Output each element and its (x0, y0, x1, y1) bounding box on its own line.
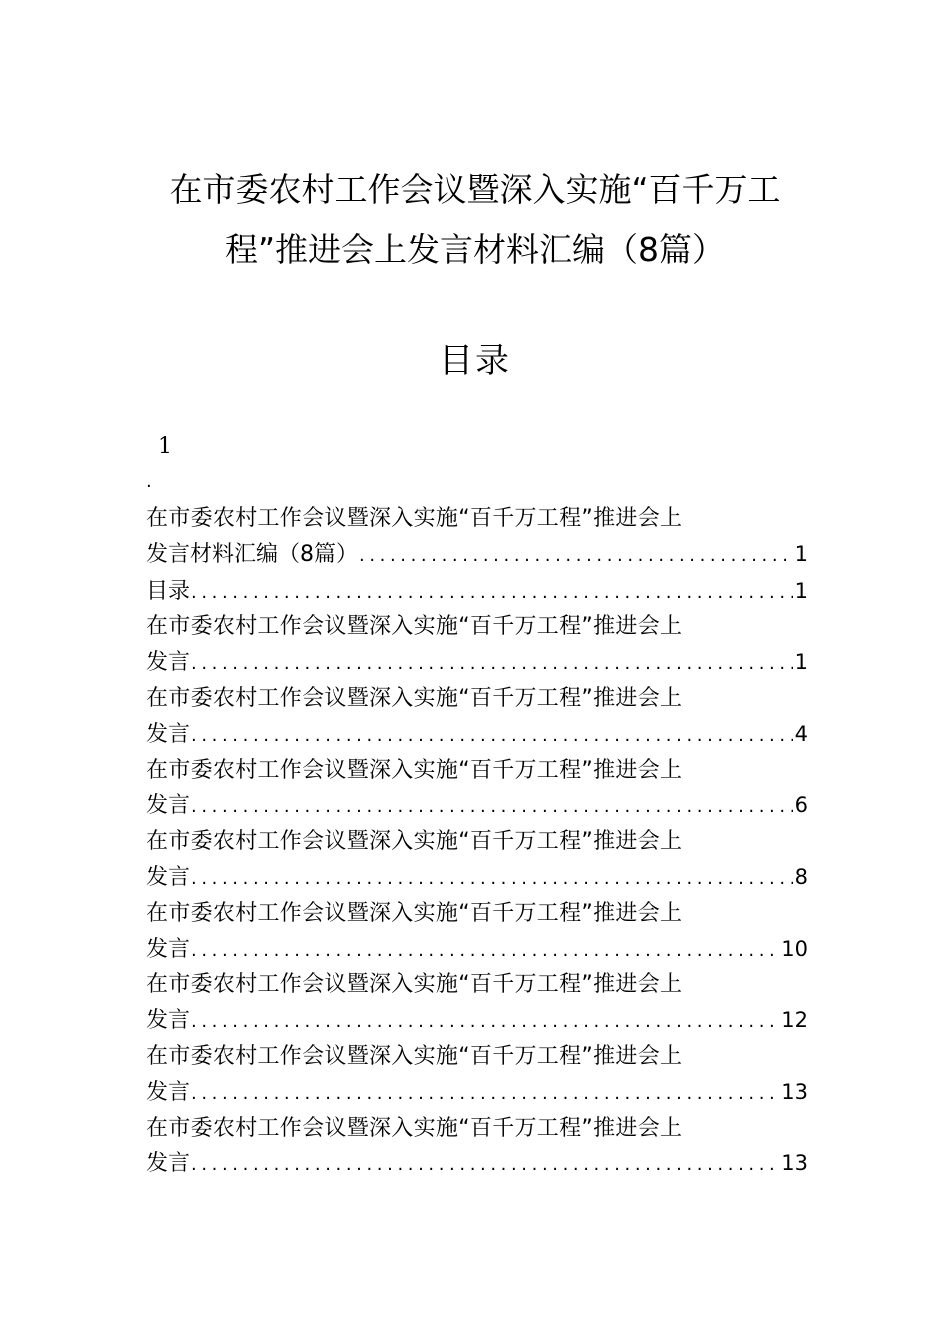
toc-page-number[interactable]: 12 (781, 1008, 808, 1033)
toc-entry-line[interactable] (146, 574, 808, 611)
toc-entry-subtitle[interactable]: 发言 (146, 1008, 191, 1034)
toc-entry-line[interactable] (146, 932, 808, 969)
toc-page-number[interactable]: 1 (794, 578, 808, 603)
toc-entry-title[interactable]: 在市委农村工作会议暨深入实施“百千万工程”推进会上 (146, 1115, 683, 1141)
toc-entry[interactable] (146, 968, 808, 1040)
toc-entry-title[interactable]: 在市委农村工作会议暨深入实施“百千万工程”推进会上 (146, 757, 683, 783)
toc-dot-leader (191, 647, 793, 682)
toc-page-number[interactable]: 1 (794, 541, 808, 566)
toc-dot-leader (191, 1005, 779, 1040)
toc-entry-line[interactable] (146, 537, 808, 574)
toc-entry-subtitle[interactable]: 发言 (146, 1079, 191, 1105)
toc-dot-leader (191, 576, 793, 611)
toc-dot-leader (191, 790, 793, 825)
toc-entry-line[interactable] (146, 645, 808, 682)
toc-entry[interactable] (146, 1040, 808, 1112)
toc-entry-title[interactable]: 在市委农村工作会议暨深入实施“百千万工程”推进会上 (146, 972, 683, 998)
toc-entry-subtitle[interactable]: 发言 (146, 864, 191, 890)
document-title-line-1: 在市委农村工作会议暨深入实施“百千万工 (169, 170, 781, 209)
toc-dot-leader (359, 539, 793, 574)
toc-entry[interactable] (146, 610, 808, 682)
toc-dot-leader (191, 719, 793, 754)
toc-page-number[interactable]: 13 (781, 1151, 808, 1176)
toc-entry-subtitle[interactable]: 发言材料汇编（8篇） (146, 541, 358, 567)
toc-entry-line[interactable] (146, 788, 808, 825)
toc-entry-line[interactable] (146, 1003, 808, 1040)
toc-entry[interactable] (146, 897, 808, 969)
section-number: 1 (158, 434, 172, 459)
toc-dot-leader (191, 1077, 779, 1112)
section-dot: . (146, 471, 152, 492)
toc-page-number[interactable]: 8 (794, 864, 808, 889)
toc-entry-subtitle[interactable]: 发言 (146, 793, 191, 819)
toc-entry[interactable] (146, 754, 808, 826)
toc-page-number[interactable]: 13 (781, 1079, 808, 1104)
toc-entry-subtitle[interactable]: 发言 (146, 721, 191, 747)
toc-entry-line[interactable] (146, 1075, 808, 1112)
toc-entry-line[interactable] (146, 860, 808, 897)
toc-entry[interactable] (146, 825, 808, 897)
toc-entry-title[interactable]: 在市委农村工作会议暨深入实施“百千万工程”推进会上 (146, 685, 683, 711)
toc-entry-subtitle[interactable]: 发言 (146, 1151, 191, 1177)
toc-dot-leader (191, 934, 779, 969)
toc-entry-title[interactable]: 在市委农村工作会议暨深入实施“百千万工程”推进会上 (146, 614, 683, 640)
document-title (120, 160, 830, 280)
toc-page-number[interactable]: 4 (794, 721, 808, 746)
toc-page-number[interactable]: 6 (794, 793, 808, 818)
table-of-contents (146, 502, 808, 1183)
toc-entry-subtitle[interactable]: 发言 (146, 936, 191, 962)
toc-entry-subtitle[interactable]: 发言 (146, 650, 191, 676)
toc-entry[interactable] (146, 1112, 808, 1184)
toc-heading: 目录 (439, 341, 511, 381)
toc-entry-title[interactable]: 在市委农村工作会议暨深入实施“百千万工程”推进会上 (146, 1043, 683, 1069)
toc-page-number[interactable]: 10 (781, 936, 808, 961)
toc-entry[interactable] (146, 574, 808, 611)
toc-entry-subtitle[interactable]: 目录 (146, 578, 191, 604)
toc-entry[interactable] (146, 502, 808, 574)
toc-dot-leader (191, 862, 793, 897)
toc-entry-title[interactable]: 在市委农村工作会议暨深入实施“百千万工程”推进会上 (146, 829, 683, 855)
toc-entry-title[interactable]: 在市委农村工作会议暨深入实施“百千万工程”推进会上 (146, 900, 683, 926)
document-title-line-2: 程”推进会上发言材料汇编（8篇） (224, 230, 726, 269)
toc-dot-leader (191, 1148, 779, 1183)
toc-entry[interactable] (146, 682, 808, 754)
toc-entry-line[interactable] (146, 1146, 808, 1183)
toc-entry-line[interactable] (146, 717, 808, 754)
toc-entry-title[interactable]: 在市委农村工作会议暨深入实施“百千万工程”推进会上 (146, 506, 683, 531)
toc-page-number[interactable]: 1 (794, 650, 808, 675)
